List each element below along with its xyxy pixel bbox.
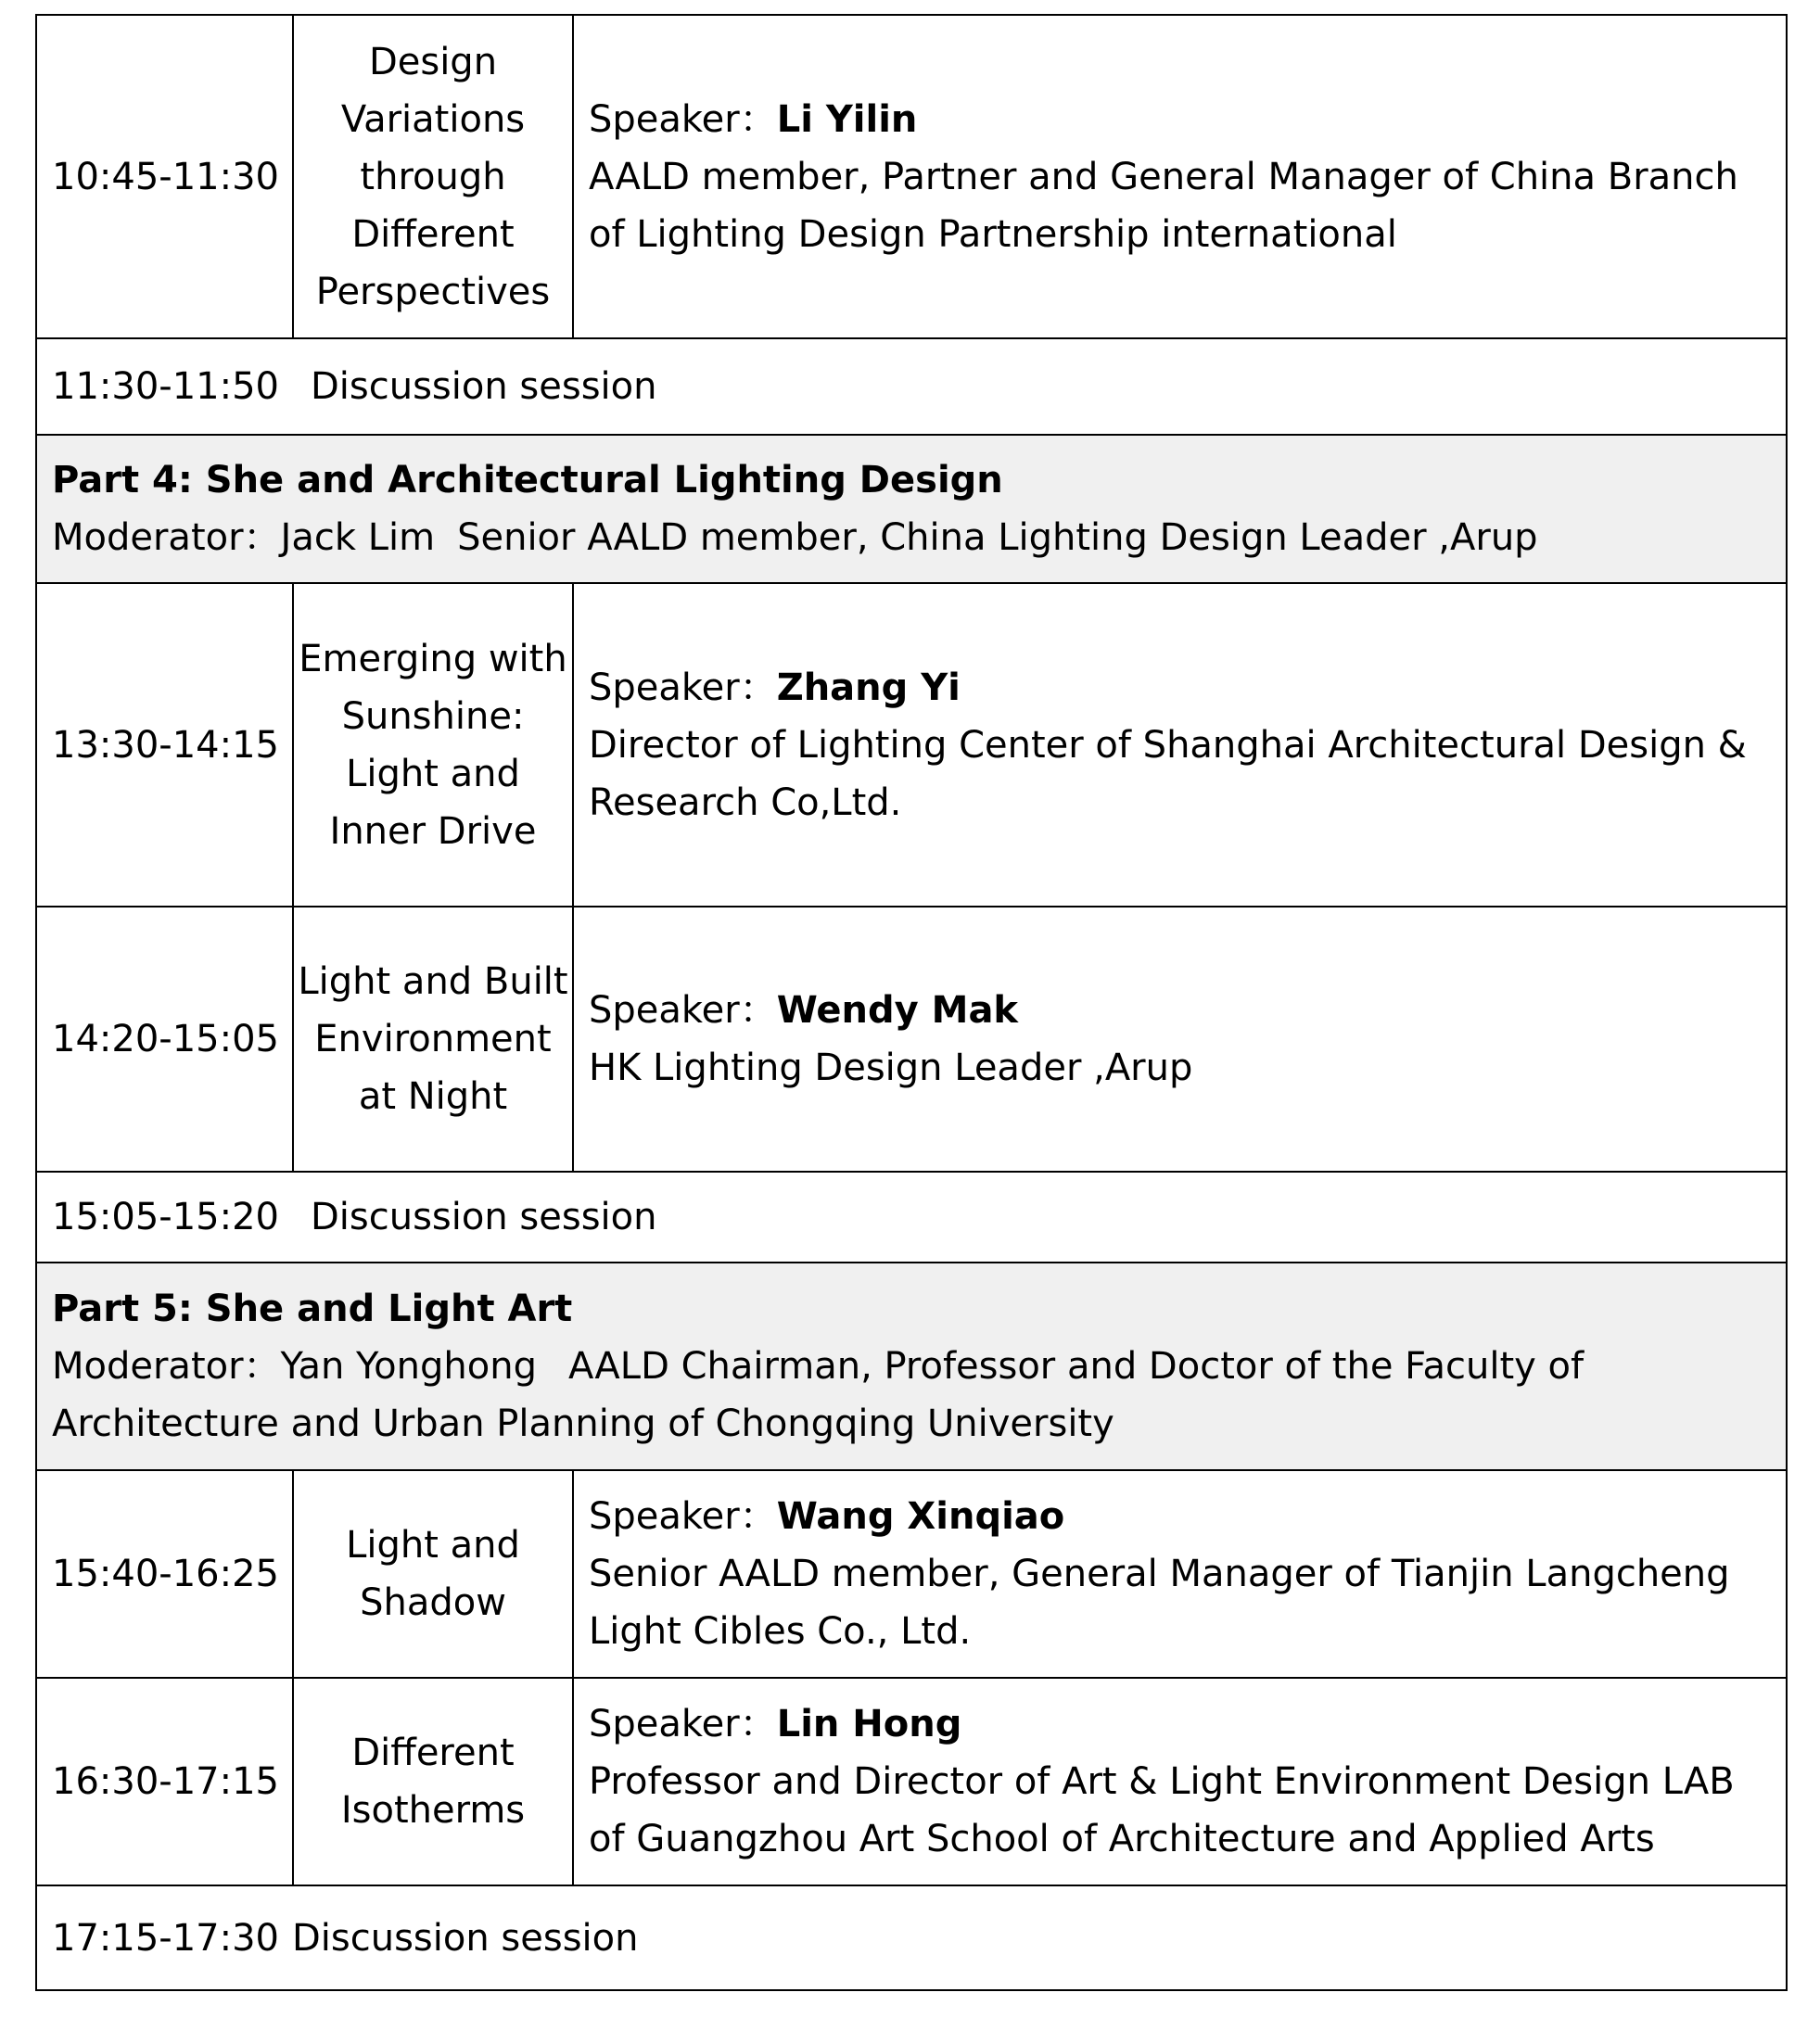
talk-info <box>573 15 1787 338</box>
discussion-cell <box>36 1885 1787 1990</box>
talk-topic: Design Variations through Different Perspectives <box>293 15 573 338</box>
speaker-bio: HK Lighting Design Leader ,Arup <box>589 1047 1193 1089</box>
talk-info <box>573 1470 1787 1678</box>
discussion-label: Discussion session <box>291 1916 639 1960</box>
speaker-label: Speaker： <box>589 97 777 141</box>
speaker-name: Wendy Mak <box>776 989 1019 1032</box>
talk-time: 13:30-14:15 <box>36 583 293 907</box>
part-title: Part 5: She and Light Art <box>52 1288 573 1330</box>
discussion-time: 11:30-11:50 <box>52 365 279 408</box>
discussion-time: 15:05-15:20 <box>52 1196 279 1238</box>
speaker-name: Lin Hong <box>776 1703 962 1745</box>
moderator-label: Moderator： <box>52 1345 281 1388</box>
talk-info <box>573 1678 1787 1885</box>
talk-time: 14:20-15:05 <box>36 907 293 1172</box>
talk-topic: Different Isotherms <box>293 1678 573 1885</box>
talk-time: 10:45-11:30 <box>36 15 293 338</box>
speaker-label: Speaker： <box>589 1703 777 1745</box>
talk-row <box>36 1470 1787 1678</box>
moderator-name: Jack Lim <box>280 516 436 559</box>
part-header-row <box>36 435 1787 583</box>
talk-topic: Light and Built Environment at Night <box>293 907 573 1172</box>
speaker-name: Wang Xinqiao <box>776 1495 1065 1538</box>
speaker-label: Speaker： <box>589 666 777 709</box>
discussion-row <box>36 1172 1787 1263</box>
speaker-bio: Senior AALD member, General Manager of Tianjin Langcheng Light Cibles Co., Ltd. <box>589 1553 1730 1653</box>
part-title: Part 4: She and Architectural Lighting Design <box>52 459 1003 501</box>
part-header-cell <box>36 435 1787 583</box>
part-header-cell <box>36 1263 1787 1470</box>
discussion-row <box>36 338 1787 435</box>
speaker-line <box>589 659 1771 717</box>
moderator-info: Senior AALD member, China Lighting Design Leader ,Arup <box>457 516 1538 559</box>
speaker-line <box>589 982 1771 1039</box>
schedule-table <box>35 14 1788 1991</box>
talk-time: 16:30-17:15 <box>36 1678 293 1885</box>
discussion-cell <box>36 338 1787 435</box>
talk-row <box>36 15 1787 338</box>
talk-row <box>36 583 1787 907</box>
talk-info <box>573 907 1787 1172</box>
speaker-name: Li Yilin <box>776 97 918 141</box>
discussion-cell <box>36 1172 1787 1263</box>
moderator-line <box>52 509 1771 566</box>
part-header-row <box>36 1263 1787 1470</box>
speaker-label: Speaker： <box>589 1495 777 1538</box>
discussion-time: 17:15-17:30 <box>52 1916 279 1960</box>
discussion-row <box>36 1885 1787 1990</box>
talk-time: 15:40-16:25 <box>36 1470 293 1678</box>
moderator-line <box>52 1338 1771 1453</box>
talk-topic: Light and Shadow <box>293 1470 573 1678</box>
speaker-line <box>589 1488 1771 1545</box>
talk-topic: Emerging with Sunshine: Light and Inner Drive <box>293 583 573 907</box>
moderator-info: AALD Chairman, Professor and Doctor of the Faculty of Architecture and Urban Planning of Chongqing University <box>52 1345 1585 1445</box>
talk-row <box>36 1678 1787 1885</box>
moderator-name: Yan Yonghong <box>280 1345 537 1388</box>
discussion-label: Discussion session <box>310 1196 657 1238</box>
speaker-line <box>589 1695 1771 1753</box>
talk-info <box>573 583 1787 907</box>
speaker-label: Speaker： <box>589 989 777 1032</box>
speaker-name: Zhang Yi <box>776 666 961 709</box>
speaker-bio: AALD member, Partner and General Manager of China Branch of Lighting Design Partnership international <box>589 155 1738 256</box>
talk-row <box>36 907 1787 1172</box>
speaker-line <box>589 91 1771 148</box>
moderator-label: Moderator： <box>52 516 281 559</box>
speaker-bio: Professor and Director of Art & Light Environment Design LAB of Guangzhou Art School of Architecture and Applied Arts <box>589 1760 1735 1860</box>
speaker-bio: Director of Lighting Center of Shanghai Architectural Design & Research Co,Ltd. <box>589 723 1747 824</box>
discussion-label: Discussion session <box>310 365 657 408</box>
